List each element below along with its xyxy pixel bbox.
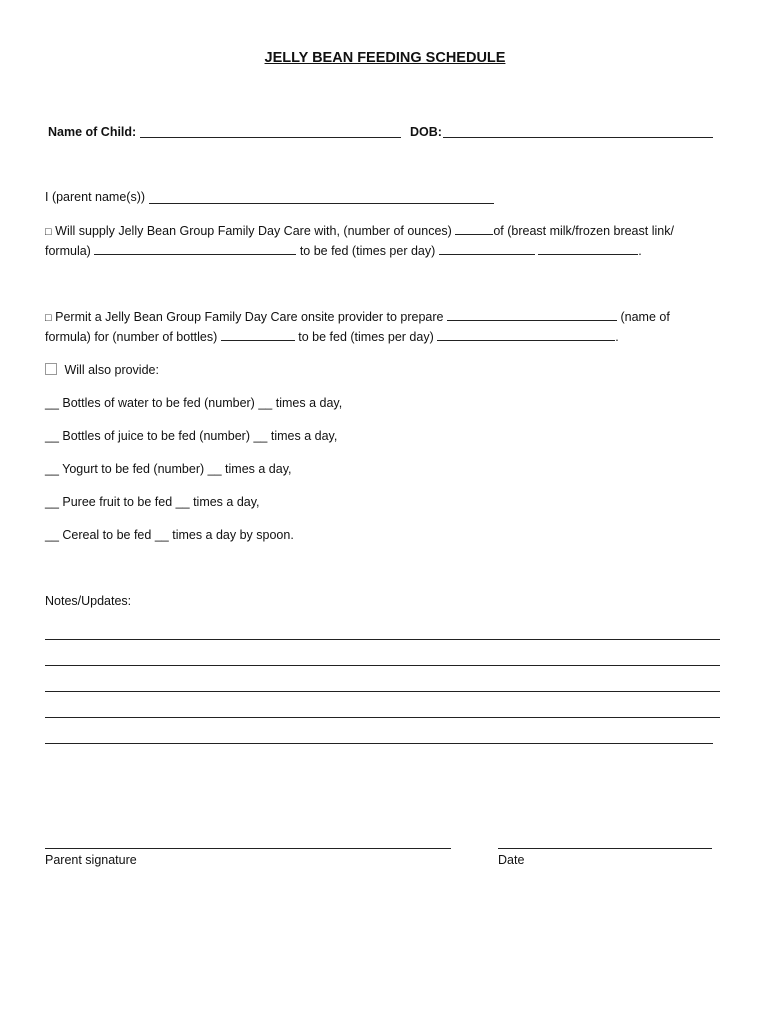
- also-provide-label: Will also provide:: [64, 363, 159, 377]
- provide-item-prefix[interactable]: __: [45, 462, 59, 476]
- bottles-count-field[interactable]: [221, 328, 295, 341]
- parent-signature-field[interactable]: [45, 848, 451, 849]
- parent-name-label: I (parent name(s)): [45, 190, 146, 204]
- provide-item-prefix[interactable]: __: [45, 495, 59, 509]
- provide-item-blank[interactable]: __: [253, 429, 268, 443]
- also-provide-checkbox[interactable]: [45, 363, 57, 375]
- parent-name-field[interactable]: [149, 203, 494, 204]
- notes-line[interactable]: [45, 691, 720, 692]
- notes-line[interactable]: [45, 743, 713, 744]
- permit-line-1: [45, 308, 670, 326]
- provide-item: [45, 428, 337, 444]
- provide-item-text: Yogurt to be fed (number): [62, 462, 205, 476]
- date-label: Date: [498, 853, 525, 867]
- dob-field[interactable]: [443, 137, 713, 138]
- provide-item-text: Cereal to be fed: [62, 528, 152, 542]
- dob-label: DOB:: [410, 125, 442, 139]
- supply-line-1: [45, 222, 674, 240]
- provide-item: [45, 395, 342, 411]
- times-per-day-field-1[interactable]: [439, 242, 535, 255]
- permit-line-2: [45, 328, 619, 345]
- notes-line[interactable]: [45, 639, 720, 640]
- ounces-field[interactable]: [455, 222, 493, 235]
- provide-item-suffix: times a day,: [270, 429, 338, 443]
- provide-item-suffix: times a day by spoon.: [172, 528, 294, 542]
- provide-item: [45, 494, 260, 510]
- times-per-day-field-2[interactable]: [538, 242, 638, 255]
- permit-suffix: (name of: [620, 310, 670, 324]
- provide-item: [45, 527, 294, 543]
- provide-item-blank[interactable]: __: [258, 396, 273, 410]
- provide-item-prefix[interactable]: __: [45, 528, 59, 542]
- notes-line[interactable]: [45, 665, 720, 666]
- supply-line-2-mid: to be fed (times per day): [299, 244, 436, 258]
- provide-item: [45, 461, 292, 477]
- provide-item-blank[interactable]: __: [175, 495, 190, 509]
- provide-item-suffix: times a day,: [193, 495, 260, 509]
- permit-times-per-day-field[interactable]: [437, 328, 615, 341]
- permit-line-2-mid: to be fed (times per day): [298, 330, 434, 344]
- provide-item-text: Puree fruit to be fed: [62, 495, 173, 509]
- page-title: JELLY BEAN FEEDING SCHEDULE: [264, 50, 506, 66]
- supply-text: Will supply Jelly Bean Group Family Day Care with, (number of ounces): [55, 224, 452, 238]
- name-of-child-label: Name of Child:: [48, 125, 137, 139]
- provide-item-suffix: times a day,: [275, 396, 343, 410]
- date-field[interactable]: [498, 848, 712, 849]
- also-provide-heading: [45, 362, 159, 378]
- provide-item-text: Bottles of water to be fed (number): [62, 396, 255, 410]
- supply-line-2: [45, 242, 642, 259]
- provide-item-text: Bottles of juice to be fed (number): [62, 429, 250, 443]
- parent-signature-label: Parent signature: [45, 853, 137, 867]
- name-of-child-field[interactable]: [140, 137, 401, 138]
- notes-label: Notes/Updates:: [45, 594, 132, 608]
- milk-type-field[interactable]: [94, 242, 296, 255]
- supply-line-2-prefix: formula): [45, 244, 91, 258]
- provide-item-prefix[interactable]: __: [45, 396, 59, 410]
- provide-item-blank[interactable]: __: [207, 462, 222, 476]
- supply-suffix: of (breast milk/frozen breast link/: [493, 224, 674, 238]
- supply-line-2-end: .: [638, 244, 642, 258]
- supply-checkbox[interactable]: □: [45, 226, 52, 238]
- notes-line[interactable]: [45, 717, 720, 718]
- provide-item-suffix: times a day,: [225, 462, 292, 476]
- provide-item-prefix[interactable]: __: [45, 429, 59, 443]
- permit-checkbox[interactable]: □: [45, 312, 52, 324]
- permit-text: Permit a Jelly Bean Group Family Day Care onsite provider to prepare: [55, 310, 444, 324]
- provide-item-blank[interactable]: __: [154, 528, 169, 542]
- formula-name-field[interactable]: [447, 308, 617, 321]
- permit-line-2-prefix: formula) for (number of bottles): [45, 330, 218, 344]
- permit-line-2-end: .: [615, 330, 619, 344]
